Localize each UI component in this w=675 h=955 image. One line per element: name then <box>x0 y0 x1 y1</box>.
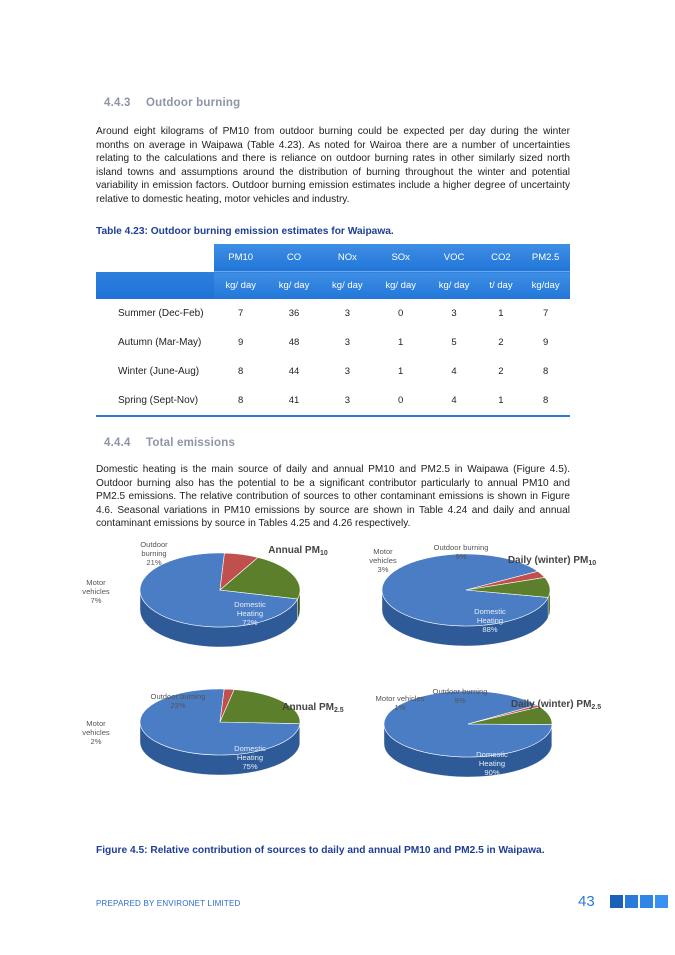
table-cell: 41 <box>267 386 320 416</box>
row-label: Winter (June-Aug) <box>118 366 200 377</box>
footer-square-icon <box>640 895 653 908</box>
pie-slice-label: Outdoor burning 21% <box>140 540 168 568</box>
paragraph-total-emissions: Domestic heating is the main source of daily and annual PM10 and PM2.5 in Waipawa (Figure 4.5). Outdoor burning also has the potential to be a significant contributor particularly to annual PM10 and PM2.5 emissions. The relative contribution of sources to other contaminant emissions is shown in Figure 4.6. Seasonal variations in PM10 emissions by source are shown in Table 4.24 and daily and annual contaminant emissions by source in Tables 4.25 and 4.26 respectively. <box>96 464 570 530</box>
table-cell: 44 <box>288 366 300 377</box>
table-header-row <box>96 244 570 272</box>
table-cell: 5 <box>451 337 457 348</box>
pie-slice-label: Outdoor burning 9% <box>433 543 489 562</box>
col-header: CO <box>267 244 320 272</box>
table-cell: 1 <box>398 366 404 377</box>
pie-slice-label: Domestic Heating 90% <box>476 750 508 778</box>
pie-chart-title: Daily (winter) $PM_{2.5}$ <box>510 699 602 711</box>
pie-slice-label: Outdoor burning 23% <box>150 692 206 711</box>
page-number: 43 <box>578 893 595 910</box>
table-corner <box>96 244 214 272</box>
col-header: VOC <box>427 244 480 272</box>
pie-chart <box>369 543 596 646</box>
section-number: 4.4.3 <box>104 97 131 109</box>
table-cell: 36 <box>288 308 300 319</box>
table-cell: 2 <box>498 337 504 348</box>
table-cell: 3 <box>451 308 457 319</box>
figure-caption: Figure 4.5: Relative contribution of sources to daily and annual PM10 and PM2.5 in Waipawa. <box>96 845 545 856</box>
unit-header: kg/ day <box>214 272 267 300</box>
row-label: Spring (Sept-Nov) <box>96 386 214 416</box>
table-cell: 7 <box>542 308 549 319</box>
table-cell: 2 <box>498 366 504 377</box>
col-header: NOx <box>321 244 374 272</box>
table-row <box>96 357 570 386</box>
table-cell: 8 <box>521 386 570 416</box>
emissions-table <box>96 244 570 417</box>
table-cell: 4 <box>451 366 457 377</box>
table-cell: 1 <box>498 308 504 319</box>
unit-header: kg/ day <box>267 272 320 300</box>
footer-square-icon <box>625 895 638 908</box>
table-cell: 3 <box>321 386 374 416</box>
footer-square-icon <box>610 895 623 908</box>
pie-charts-figure <box>0 535 675 835</box>
section-heading-total-emissions <box>104 437 235 449</box>
pie-slice-label: Domestic Heating 72% <box>234 600 266 628</box>
col-header: SOx <box>374 244 427 272</box>
pie-chart-title: Daily (winter) $PM_{10}$ <box>507 555 597 567</box>
table-cell: 4 <box>427 386 480 416</box>
pie-chart <box>82 540 328 647</box>
col-header: CO2 <box>481 244 521 272</box>
pie-slice-label: Outdoor burning 9% <box>432 687 488 706</box>
section-title: Outdoor burning <box>146 97 241 109</box>
section-number: 4.4.4 <box>104 437 131 449</box>
col-header: PM2.5 <box>521 244 570 272</box>
pie-slice-label: Motor vehicles 1% <box>375 694 425 713</box>
pie-chart <box>376 687 602 777</box>
unit-header: kg/ day <box>321 272 374 300</box>
pie-slice-label: Motor vehicles 2% <box>82 719 110 747</box>
pie-slice-label: Motor vehicles 7% <box>82 578 110 606</box>
table-row <box>96 386 570 416</box>
table-row <box>96 328 570 357</box>
table-cell: 0 <box>398 308 404 319</box>
table-cell: 7 <box>238 308 244 319</box>
pie-chart-title: Annual $PM_{10}$ <box>268 545 328 557</box>
footer-square-icon <box>655 895 668 908</box>
table-row <box>96 299 570 328</box>
footer-text: PREPARED BY ENVIRONET LIMITED <box>96 899 241 908</box>
table-cell: 3 <box>344 337 350 348</box>
paragraph-outdoor-burning: Around eight kilograms of PM10 from outdoor burning could be expected per day during the winter months on average in Waipawa (Table 4.23). As noted for Wairoa there are a number of uncertainties relating to the calculations and there is reliance on outdoor burning rates in other similarly sized north island towns and assumptions around the distribution of burning throughout the winter and potential variability in emission factors. Outdoor burning emission estimates include a higher degree of uncertainty relative to domestic heating, motor vehicles and industry. <box>96 126 570 205</box>
table-cell: 3 <box>344 308 350 319</box>
section-title: Total emissions <box>146 437 236 449</box>
table-cell: 9 <box>238 337 244 348</box>
row-label: Summer (Dec-Feb) <box>118 308 204 319</box>
table-cell: 1 <box>398 337 404 348</box>
pie-slice-label: Domestic Heating 75% <box>234 744 266 772</box>
table-corner <box>96 272 214 300</box>
col-header: PM10 <box>214 244 267 272</box>
table-cell: 8 <box>542 366 549 377</box>
unit-header: kg/ day <box>374 272 427 300</box>
table-cell: 9 <box>542 337 549 348</box>
table-cell: 8 <box>238 366 244 377</box>
table-cell: 1 <box>481 386 521 416</box>
table-cell: 48 <box>288 337 300 348</box>
table-cell: 8 <box>214 386 267 416</box>
table-cell: 0 <box>374 386 427 416</box>
unit-header: t/ day <box>481 272 521 300</box>
table-caption: Table 4.23: Outdoor burning emission estimates for Waipawa. <box>96 226 394 237</box>
table-units-row <box>96 272 570 300</box>
pie-slice-label: Motor vehicles 3% <box>369 547 397 575</box>
pie-chart-title: Annual $PM_{2.5}$ <box>282 702 344 714</box>
unit-header: kg/ day <box>427 272 480 300</box>
pie-slice-label: Domestic Heating 88% <box>474 607 506 635</box>
section-heading-outdoor-burning <box>104 97 240 109</box>
row-label: Autumn (Mar-May) <box>118 337 202 348</box>
unit-header: kg/day <box>521 272 570 300</box>
table-cell: 3 <box>344 366 350 377</box>
pie-chart <box>82 689 344 775</box>
